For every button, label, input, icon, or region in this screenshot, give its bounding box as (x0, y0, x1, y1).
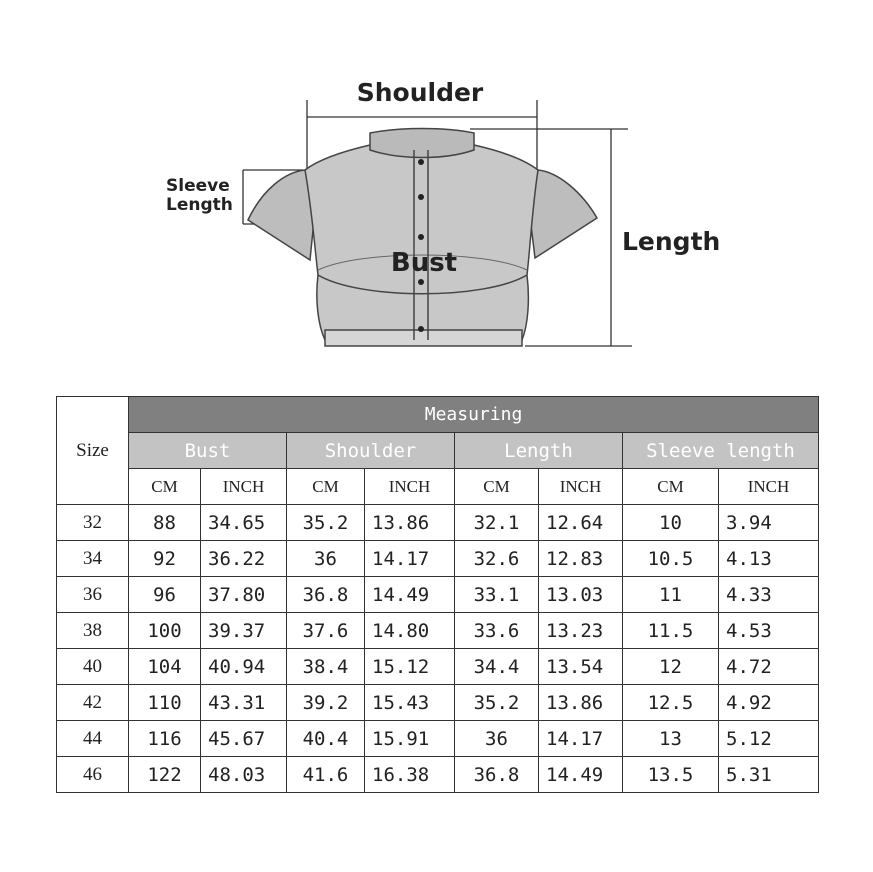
size-chart-table (56, 396, 819, 793)
sleeve-inch-cell: 5.31 (719, 757, 819, 793)
bust-inch-cell: 40.94 (201, 649, 287, 685)
shoulder-cm-cell: 36 (287, 541, 365, 577)
shoulder-cm-cell: 41.6 (287, 757, 365, 793)
shoulder-inch-cell: 15.91 (365, 721, 455, 757)
unit-header: CM (455, 469, 539, 505)
unit-header: INCH (719, 469, 819, 505)
size-cell: 34 (57, 541, 129, 577)
unit-header: INCH (201, 469, 287, 505)
length-cm-cell: 32.1 (455, 505, 539, 541)
length-cm-cell: 32.6 (455, 541, 539, 577)
table-row (57, 541, 819, 577)
sleeve-inch-cell: 4.92 (719, 685, 819, 721)
sleeve-cm-cell: 13 (623, 721, 719, 757)
shoulder-cm-cell: 35.2 (287, 505, 365, 541)
bust-cm-cell: 122 (129, 757, 201, 793)
bust-inch-cell: 43.31 (201, 685, 287, 721)
bust-label: Bust (390, 248, 458, 278)
sleeve-label-line1: Sleeve (166, 176, 230, 196)
size-cell: 40 (57, 649, 129, 685)
length-inch-cell: 13.86 (539, 685, 623, 721)
size-cell: 42 (57, 685, 129, 721)
shoulder-cm-cell: 40.4 (287, 721, 365, 757)
sleeve-inch-cell: 4.13 (719, 541, 819, 577)
shoulder-inch-cell: 15.43 (365, 685, 455, 721)
size-cell: 32 (57, 505, 129, 541)
length-label: Length (622, 227, 721, 256)
shoulder-inch-cell: 16.38 (365, 757, 455, 793)
bust-cm-cell: 104 (129, 649, 201, 685)
bust-inch-cell: 48.03 (201, 757, 287, 793)
sleeve-inch-cell: 3.94 (719, 505, 819, 541)
size-column-header: Size (57, 397, 129, 505)
length-inch-cell: 13.03 (539, 577, 623, 613)
bust-cm-cell: 92 (129, 541, 201, 577)
sleeve-cm-cell: 11 (623, 577, 719, 613)
table-row (57, 613, 819, 649)
shoulder-cm-cell: 36.8 (287, 577, 365, 613)
length-inch-cell: 13.54 (539, 649, 623, 685)
length-cm-cell: 36.8 (455, 757, 539, 793)
shoulder-cm-cell: 37.6 (287, 613, 365, 649)
sleeve-length-group-header: Sleeve length (623, 433, 819, 469)
sleeve-cm-cell: 12.5 (623, 685, 719, 721)
table-row (57, 505, 819, 541)
length-cm-cell: 35.2 (455, 685, 539, 721)
bust-cm-cell: 96 (129, 577, 201, 613)
length-cm-cell: 34.4 (455, 649, 539, 685)
length-inch-cell: 13.23 (539, 613, 623, 649)
table-row (57, 721, 819, 757)
table-row (57, 757, 819, 793)
shoulder-cm-cell: 39.2 (287, 685, 365, 721)
bust-inch-cell: 37.80 (201, 577, 287, 613)
bust-inch-cell: 45.67 (201, 721, 287, 757)
size-cell: 36 (57, 577, 129, 613)
shoulder-inch-cell: 13.86 (365, 505, 455, 541)
garment-measurement-diagram (0, 0, 873, 380)
bust-inch-cell: 34.65 (201, 505, 287, 541)
sleeve-cm-cell: 12 (623, 649, 719, 685)
unit-header: CM (129, 469, 201, 505)
length-cm-cell: 36 (455, 721, 539, 757)
length-group-header: Length (455, 433, 623, 469)
sleeve-cm-cell: 11.5 (623, 613, 719, 649)
shoulder-inch-cell: 14.17 (365, 541, 455, 577)
table-row (57, 577, 819, 613)
length-inch-cell: 12.64 (539, 505, 623, 541)
unit-header: INCH (365, 469, 455, 505)
shoulder-group-header: Shoulder (287, 433, 455, 469)
bust-cm-cell: 110 (129, 685, 201, 721)
sleeve-cm-cell: 10.5 (623, 541, 719, 577)
bust-inch-cell: 39.37 (201, 613, 287, 649)
measuring-header: Measuring (129, 397, 819, 433)
sleeve-cm-cell: 13.5 (623, 757, 719, 793)
length-cm-cell: 33.1 (455, 577, 539, 613)
size-cell: 44 (57, 721, 129, 757)
shoulder-inch-cell: 15.12 (365, 649, 455, 685)
units-row (57, 469, 819, 505)
sleeve-label-line2: Length (166, 195, 233, 215)
shoulder-cm-cell: 38.4 (287, 649, 365, 685)
shoulder-inch-cell: 14.80 (365, 613, 455, 649)
sleeve-cm-cell: 10 (623, 505, 719, 541)
sleeve-inch-cell: 4.53 (719, 613, 819, 649)
sleeve-inch-cell: 4.33 (719, 577, 819, 613)
bust-cm-cell: 100 (129, 613, 201, 649)
bust-cm-cell: 88 (129, 505, 201, 541)
length-inch-cell: 14.17 (539, 721, 623, 757)
unit-header: CM (287, 469, 365, 505)
sleeve-inch-cell: 4.72 (719, 649, 819, 685)
size-cell: 46 (57, 757, 129, 793)
table-row (57, 649, 819, 685)
bust-group-header: Bust (129, 433, 287, 469)
unit-header: INCH (539, 469, 623, 505)
sleeve-inch-cell: 5.12 (719, 721, 819, 757)
bust-inch-cell: 36.22 (201, 541, 287, 577)
shoulder-inch-cell: 14.49 (365, 577, 455, 613)
length-inch-cell: 12.83 (539, 541, 623, 577)
size-cell: 38 (57, 613, 129, 649)
unit-header: CM (623, 469, 719, 505)
table-row (57, 685, 819, 721)
bust-cm-cell: 116 (129, 721, 201, 757)
length-cm-cell: 33.6 (455, 613, 539, 649)
length-inch-cell: 14.49 (539, 757, 623, 793)
shoulder-label: Shoulder (356, 78, 484, 107)
